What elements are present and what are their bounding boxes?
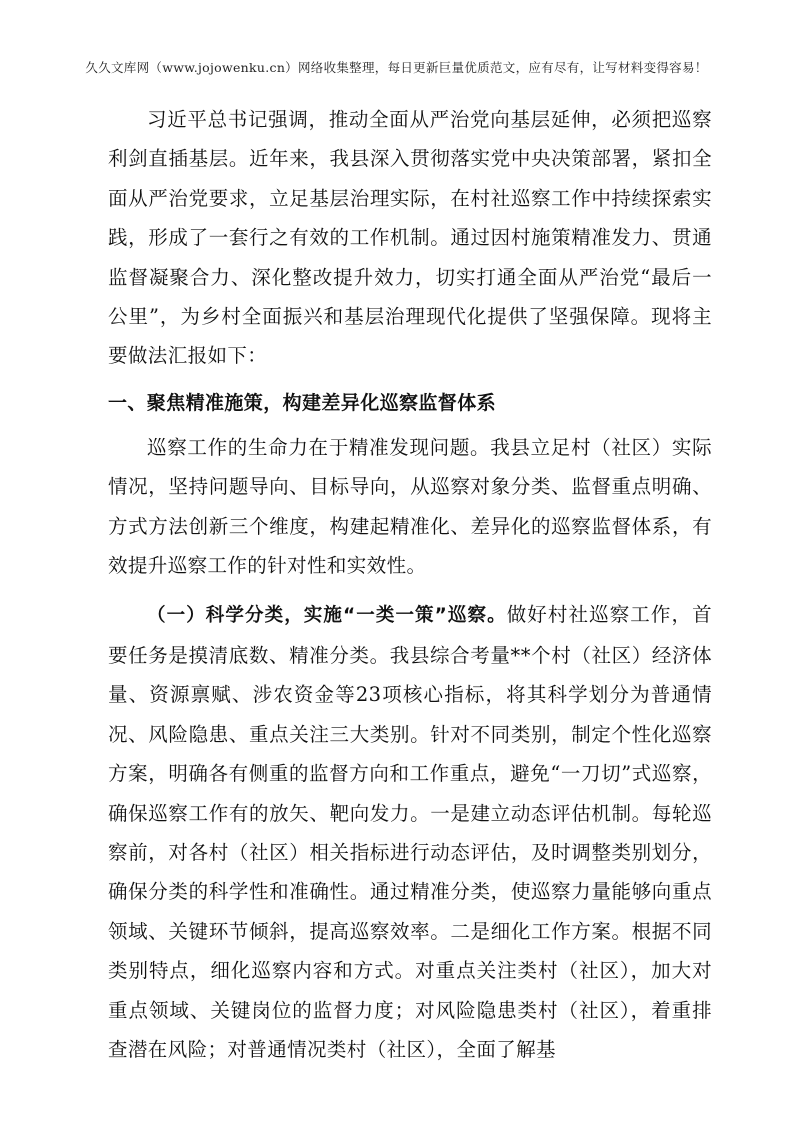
document-body <box>108 100 712 1069</box>
header-note: 久久文库网（www.jojowenku.cn）网络收集整理，每日更新巨量优质范文，应有尽有，让写材料变得容易！ <box>85 60 708 75</box>
subsection-lead: （一）科学分类，实施“一类一策”巡察。 <box>147 605 507 627</box>
intro-paragraph: 习近平总书记强调，推动全面从严治党向基层延伸，必须把巡察利剑直插基层。近年来，我县深入贯彻落实党中央决策部署，紧扣全面从严治党要求，立足基层治理实际，在村社巡察工作中持续探索实践，形成了一套行之有效的工作机制。通过因村施策精准发力、贯通监督凝聚合力、深化整改提升效力，切实打通全面从严治党“最后一公里”，为乡村全面振兴和基层治理现代化提供了坚强保障。现将主要做法汇报如下： <box>108 108 712 368</box>
section-heading: 一、聚焦精准施策，构建差异化巡察监督体系 <box>108 391 497 414</box>
subsection-body: 做好村社巡察工作，首要任务是摸清底数、精准分类。我县综合考量**个村（社区）经济体量、资源禀赋、涉农资金等23项核心指标，将其科学划分为普通情况、风险隐患、重点关注三大类别。针对不同类别，制定个性化巡察方案，明确各有侧重的监督方向和工作重点，避免“一刀切”式巡察，确保巡察工作有的放矢、靶向发力。一是建立动态评估机制。每轮巡察前，对各村（社区）相关指标进行动态评估，及时调整类别划分，确保分类的科学性和准确性。通过精准分类，使巡察力量能够向重点领域、关键环节倾斜，提高巡察效率。二是细化工作方案。根据不同类别特点，细化巡察内容和方式。对重点关注类村（社区），加大对重点领域、关键岗位的监督力度；对风险隐患类村（社区），着重排查潜在风险；对普通情况类村（社区），全面了解基 <box>108 603 712 1061</box>
section-paragraph: 巡察工作的生命力在于精准发现问题。我县立足村（社区）实际情况，坚持问题导向、目标导向，从巡察对象分类、监督重点明确、方式方法创新三个维度，构建起精准化、差异化的巡察监督体系，有效提升巡察工作的针对性和实效性。 <box>108 435 712 578</box>
subsection-paragraph <box>108 595 712 1069</box>
